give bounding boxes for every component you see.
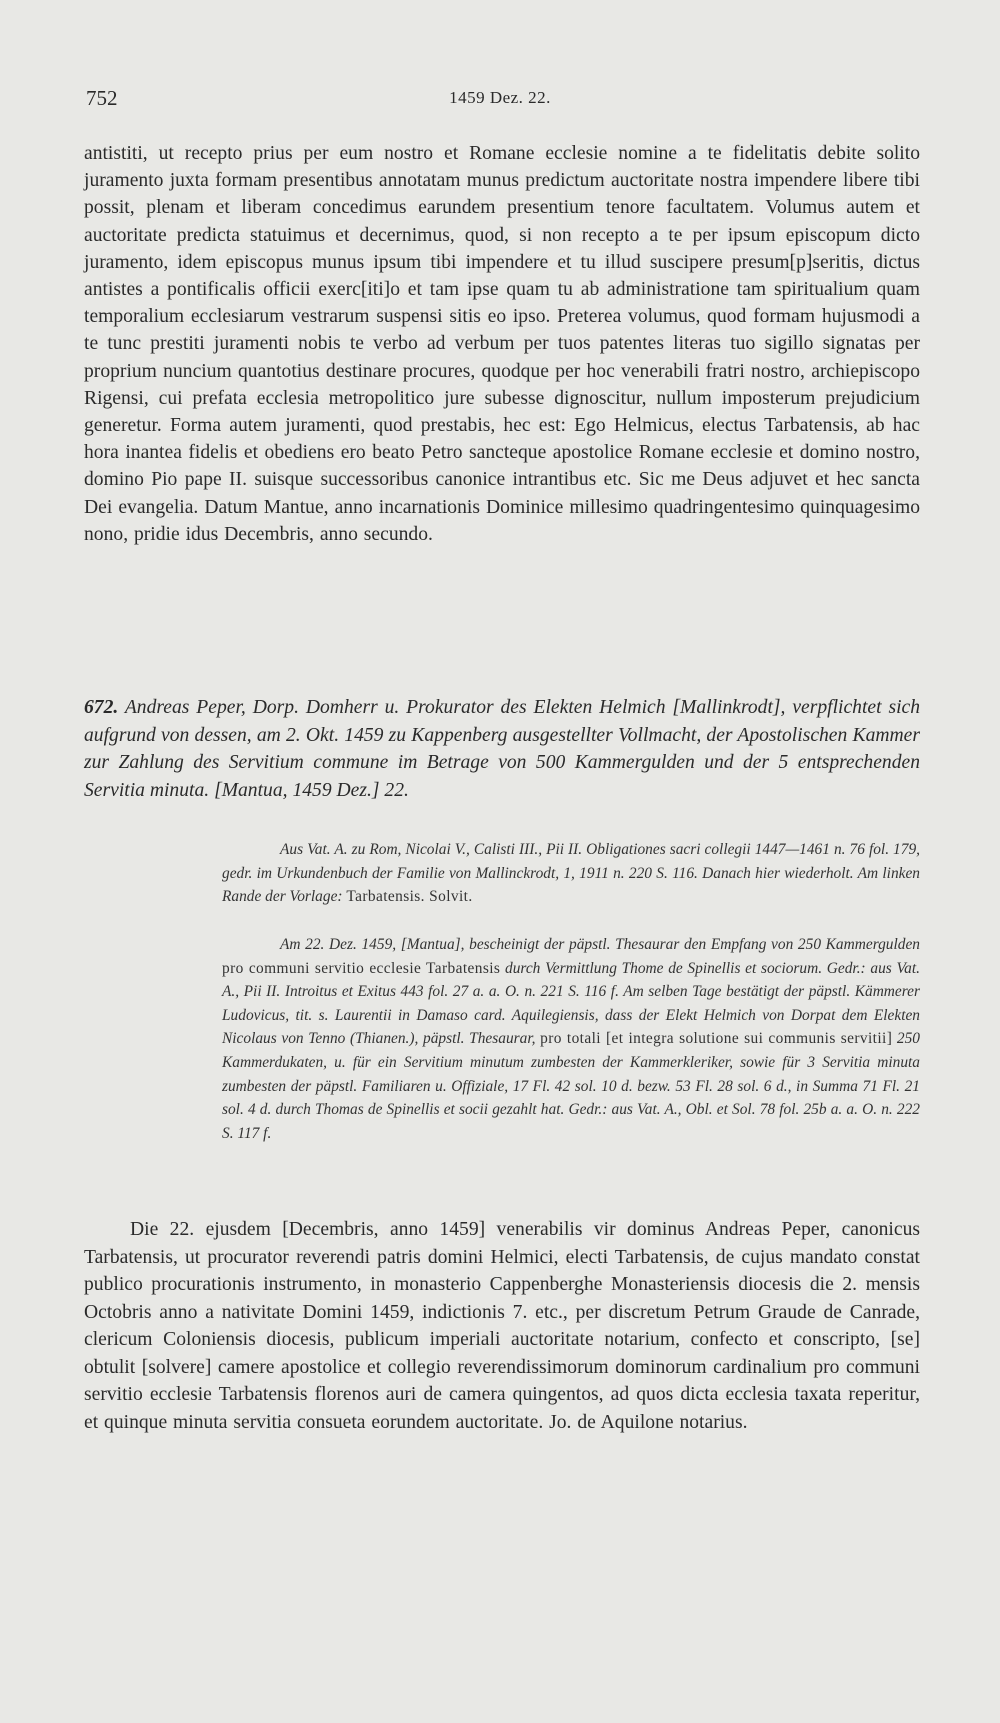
source-note-text: Aus Vat. A. zu Rom, Nicolai V., Calisti III., Pii II. Obligationes sacri collegii 1447—1461 n. 76 fol. 179, gedr. im Urkundenbuch der Familie von Mallinckrodt, 1, 1911 n. 220 S. 116. Danach hier wiederholt. Am linken Rande der Vorlage: xyxy=(222,841,920,906)
document-text xyxy=(84,1216,920,1436)
source-note-paragraph xyxy=(222,838,920,909)
commentary-text-3: 250 Kammerdukaten, u. für ein Servitium minutum zumbesten der Kammerkleriker, sowie für 3 Servitia minuta zumbesten der päpstl. Familiaren u. Offiziale, 17 Fl. 42 sol. 10 d. bezw. 53 Fl. 28 sol. 6 d., in Summa 71 Fl. 21 sol. 4 d. durch Thomas de Spinellis et socii gezahlt hat. Gedr.: aus Vat. A., Obl. et Sol. 78 fol. 25b a. a. O. n. 222 S. 117 f. xyxy=(222,1030,920,1142)
source-note xyxy=(222,838,920,909)
page-number: 752 xyxy=(86,86,118,110)
document-regest: Andreas Peper, Dorp. Domherr u. Prokurator des Elekten Helmich [Mallinkrodt], verpflichtet sich aufgrund von dessen, am 2. Okt. 1459 zu Kappenberg ausgestellter Vollmacht, der Apostolischen Kammer zur Zahlung des Servitium commune im Betrage von 500 Kammergulden und der 5 entsprechenden Servitia minuta. [Mantua, 1459 Dez.] 22. xyxy=(84,697,921,801)
commentary-latin-2: pro totali [et integra solutione sui communis servitii] xyxy=(540,1030,893,1048)
page-header xyxy=(86,86,914,116)
commentary-note xyxy=(222,933,920,1145)
document-text-paragraph: Die 22. ejusdem [Decembris, anno 1459] venerabilis vir dominus Andreas Peper, canonicus Tarbatensis, ut procurator reverendi patris domini Helmici, electi Tarbatensis, de cujus mandato constat publico procurationis instrumento, in monasterio Cappenberghe Monasteriensis diocesis die 2. mensis Octobris anno a nativitate Domini 1459, indictionis 7. etc., per discretum Petrum Graude de Canrade, clericum Coloniensis diocesis, publicum imperiali auctoritate notarium, confecto et conscripto, [se] obtulit [solvere] camere apostolice et collegio reverendissimorum dominorum cardinalium pro communi servitio ecclesie Tarbatensis florenos auri de camera quingentos, ad quos dicta ecclesia taxata reperitur, et quinque minuta servitia consueta eorundem auctoritate. Jo. de Aquilone notarius. xyxy=(84,1219,920,1433)
commentary-text-1: Am 22. Dez. 1459, [Mantua], bescheinigt der päpstl. Thesaurar den Empfang von 250 Kammergulden xyxy=(280,936,920,953)
document-number: 672. xyxy=(84,697,119,718)
running-title: 1459 Dez. 22. xyxy=(449,88,551,107)
continuation-paragraph: antistiti, ut recepto prius per eum nostro et Romane ecclesie nomine a te fidelitatis debite solito juramento juxta formam presentibus annotatam munus predictum auctoritate nostra impendere libere tibi possit, plenam et liberam concedimus earundem presentium tenore facultatem. Volumus autem et auctoritate predicta statuimus et decernimus, quod, si non recepto a te per ipsum episcopum dicto juramento, idem episcopus munus ipsum tibi impendere et tu illud suscipere presum[p]seritis, dictus antistes a pontificalis officii exerc[iti]o et tam ipse quam tu ab administratione tam spiritualium quam temporalium ecclesiarum vestrarum suspensi sitis eo ipso. Preterea volumus, quod formam hujusmodi a te tunc prestiti juramenti nobis te verbo ad verbum per tuos patentes literas tuo sigillo signatas per proprium nuncium quantotius destinare procures, quodque per hoc venerabili fratri nostro, archiepiscopo Rigensi, cui prefata ecclesia metropolitico jure subesse dignoscitur, nullum imposterum prejudicium generetur. Forma autem juramenti, quod prestabis, hec est: Ego Helmicus, electus Tarbatensis, ab hac hora inantea fidelis et obediens ero beato Petro sancteque apostolice Romane ecclesie et domino nostro, domino Pio pape II. suisque successoribus canonice intrantibus etc. Sic me Deus adjuvet et hec sancta Dei evangelia. Datum Mantue, anno incarnationis Dominice millesimo quadringentesimo quinquagesimo nono, pridie idus Decembris, anno secundo. xyxy=(84,143,920,545)
commentary-note-paragraph xyxy=(222,933,920,1145)
commentary-latin-1: pro communi servitio ecclesie Tarbatensis xyxy=(222,959,501,977)
commentary-text-2: durch Vermittlung Thome de Spinellis et sociorum. Gedr.: aus Vat. A., Pii II. Introitus et Exitus 443 fol. 27 a. a. O. n. 221 S. 116 f. Am selben Tage bestätigt der päpstl. Kämmerer Ludovicus, tit. s. Laurentii in Damaso card. Aquilegiensis, dass der Elekt Helmich von Dorpat dem Elekten Nicolaus von Tenno (Thianen.), päpstl. Thesaurar, xyxy=(222,959,920,1048)
source-note-margin-text: Tarbatensis. Solvit. xyxy=(346,888,473,906)
document-heading xyxy=(84,694,920,804)
continuation-text xyxy=(84,140,920,548)
